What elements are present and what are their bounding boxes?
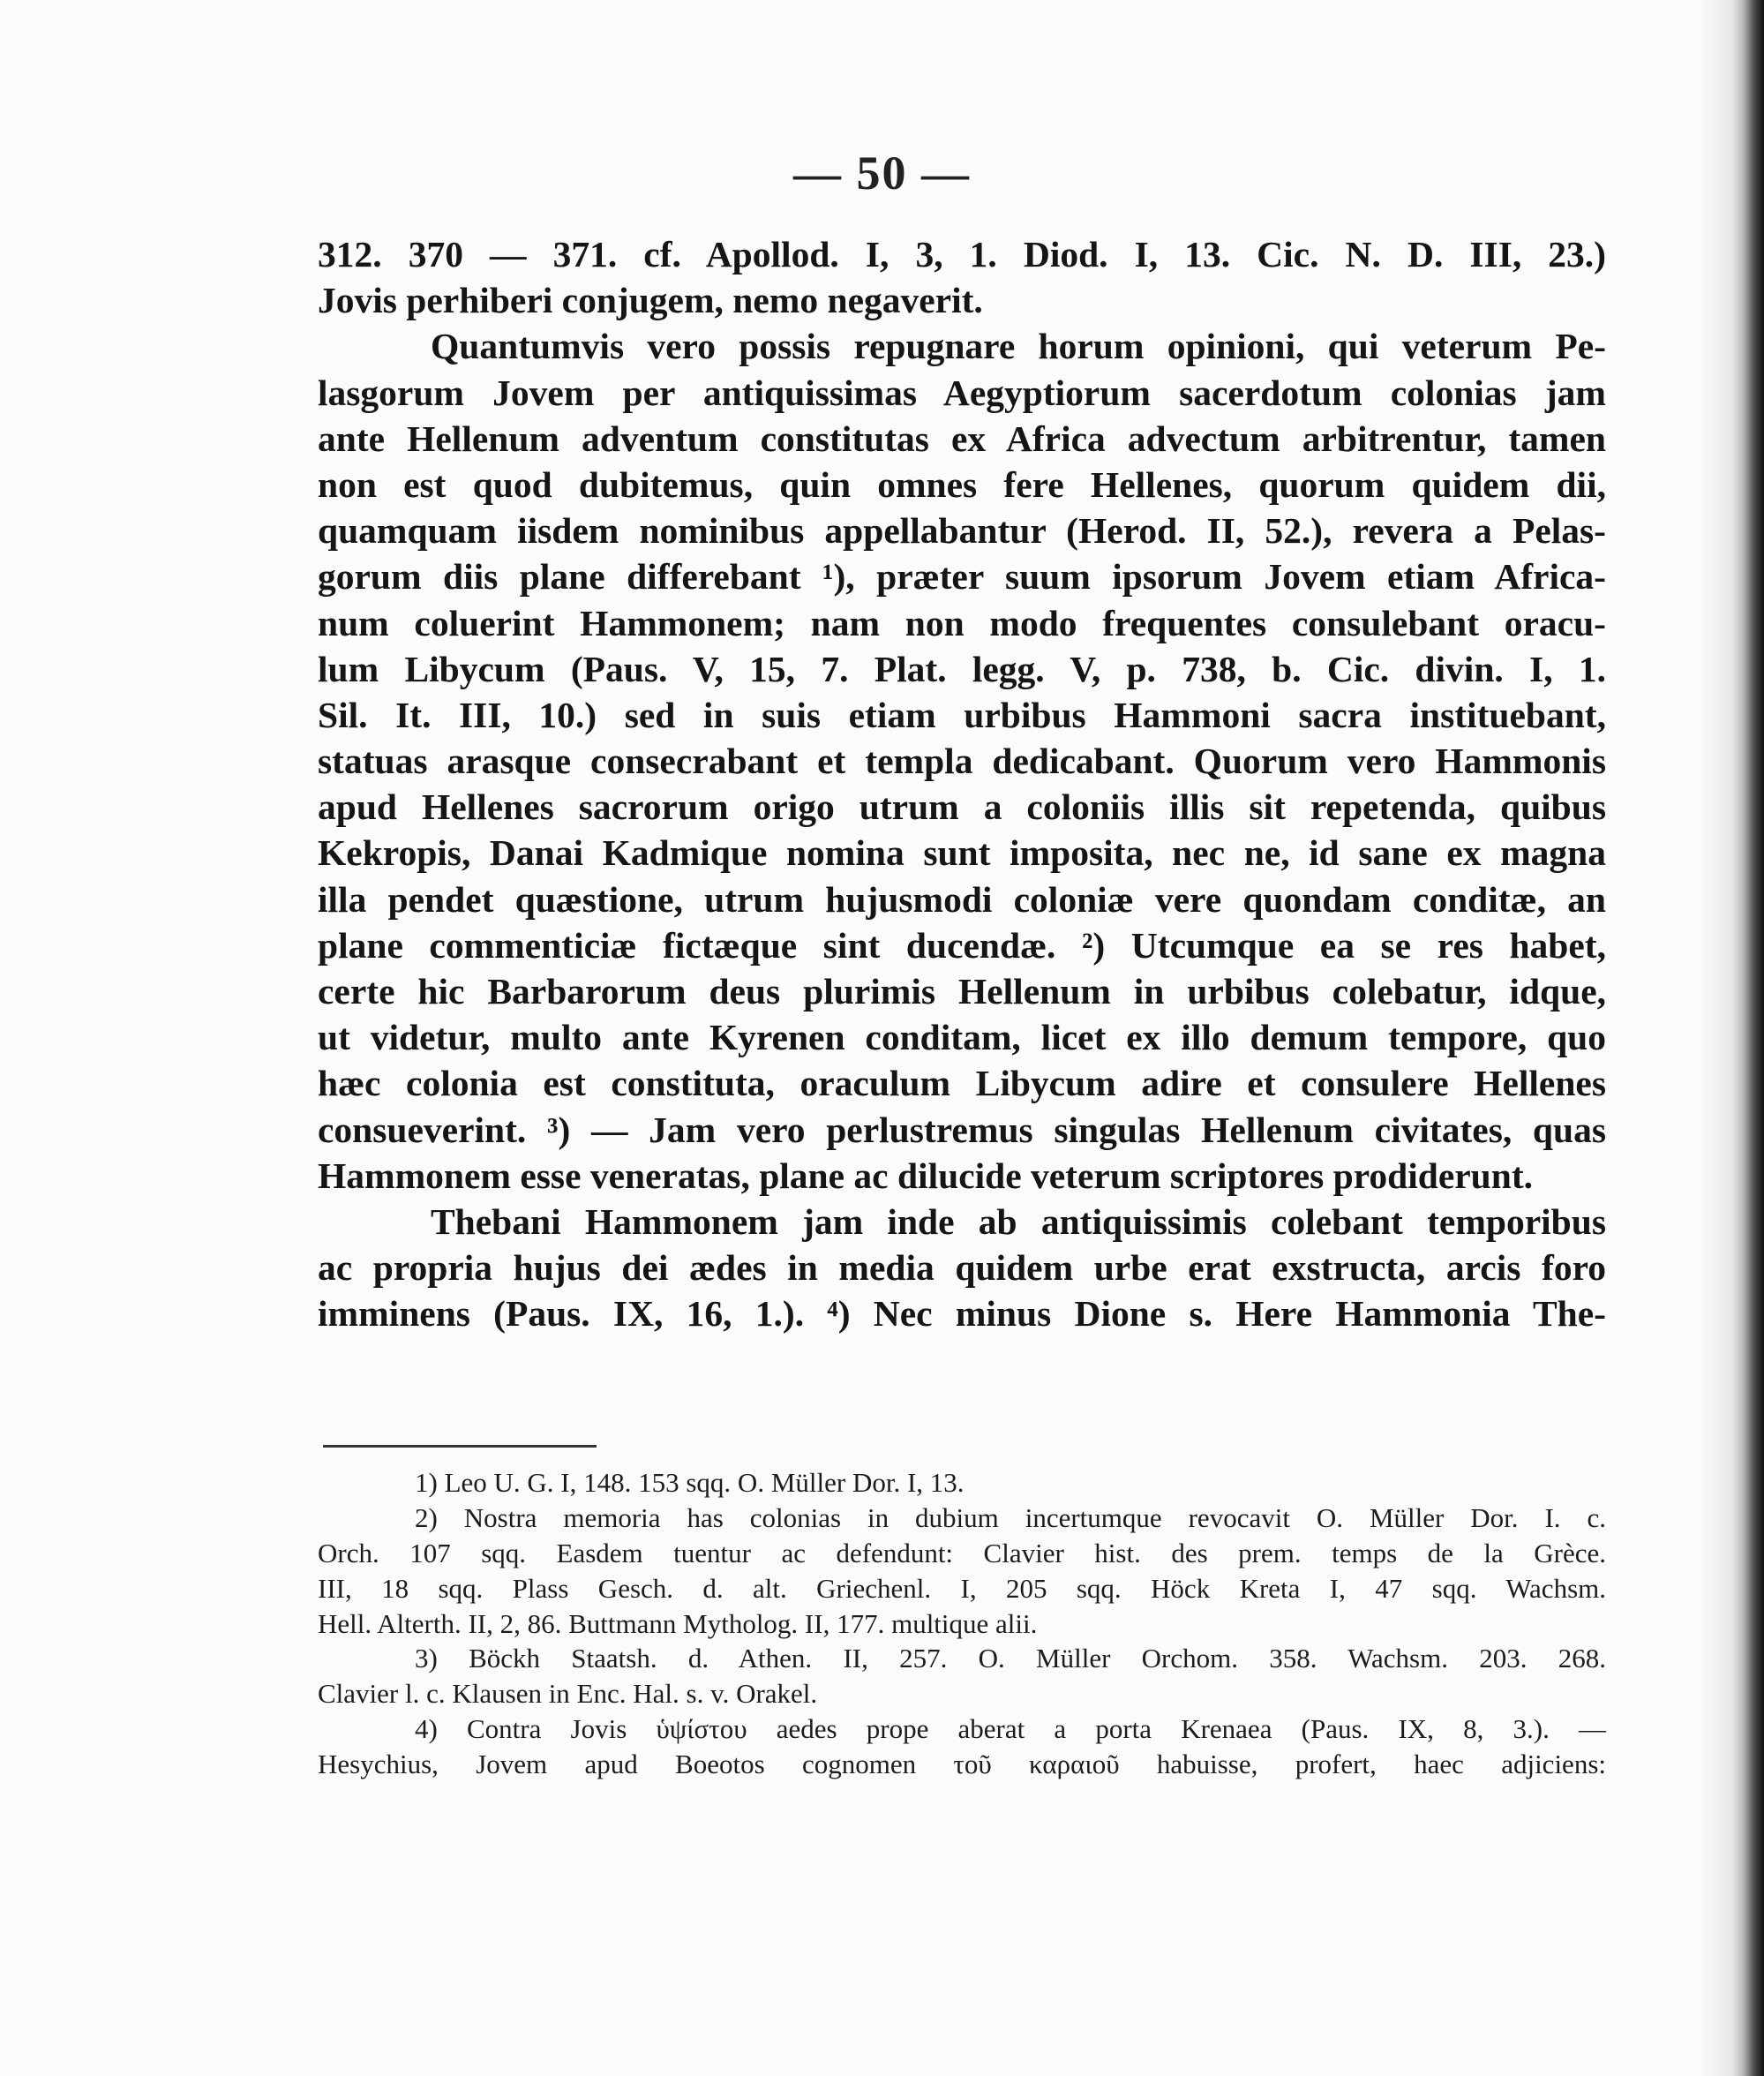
- text-line: ante Hellenum adventum constitutas ex Africa advectum arbitrentur, tamen: [318, 417, 1606, 459]
- text-line: Quantumvis vero possis repugnare horum opinioni, qui veterum Pe-: [431, 326, 1606, 367]
- text-line: ac propria hujus dei ædes in media quidem urbe erat exstructa, arcis foro: [318, 1247, 1606, 1289]
- footnote-rule: [323, 1445, 597, 1448]
- text-line: certe hic Barbarorum deus plurimis Hellenum in urbibus colebatur, idque,: [318, 971, 1606, 1012]
- text-line: Hammonem esse veneratas, plane ac dilucide veterum scriptores prodiderunt.: [318, 1155, 1534, 1196]
- text-line: apud Hellenes sacrorum origo utrum a coloniis illis sit repetenda, quibus: [318, 786, 1606, 828]
- footnote-line: 2) Nostra memoria has colonias in dubium incertumque revocavit O. Müller Dor. I. c.: [415, 1501, 1606, 1533]
- text-line: ut videtur, multo ante Kyrenen conditam, licet ex illo demum tempore, quo: [318, 1017, 1606, 1058]
- footnote-line: III, 18 sqq. Plass Gesch. d. alt. Griechenl. I, 205 sqq. Höck Kreta I, 47 sqq. Wachsm.: [318, 1572, 1606, 1604]
- text-line: Thebani Hammonem jam inde ab antiquissimis colebant temporibus: [431, 1200, 1606, 1242]
- text-line: plane commenticiæ fictæque sint ducendæ. ²) Utcumque ea se res habet,: [318, 924, 1606, 966]
- footnote-line: 4) Contra Jovis ὑψίστου aedes prope aberat a porta Krenaea (Paus. IX, 8, 3.). —: [415, 1713, 1606, 1745]
- text-line: Sil. It. III, 10.) sed in suis etiam urbibus Hammoni sacra instituebant,: [318, 694, 1606, 735]
- page-gutter-shadow: [1697, 0, 1732, 2076]
- text-line: hæc colonia est constituta, oraculum Libycum adire et consulere Hellenes: [318, 1063, 1606, 1104]
- text-line: illa pendet quæstione, utrum hujusmodi coloniæ vere quondam conditæ, an: [318, 878, 1606, 920]
- text-line: quamquam iisdem nominibus appellabantur (Herod. II, 52.), revera a Pelas-: [318, 510, 1606, 552]
- text-line: statuas arasque consecrabant et templa dedicabant. Quorum vero Hammonis: [318, 741, 1606, 782]
- footnote-line: Clavier l. c. Klausen in Enc. Hal. s. v. Orakel.: [318, 1678, 818, 1710]
- footnote-line: Hesychius, Jovem apud Boeotos cognomen τοῦ καραιοῦ habuisse, profert, haec adjiciens:: [318, 1749, 1606, 1780]
- text-line: Jovis perhiberi conjugem, nemo negaverit.: [318, 280, 983, 321]
- text-line: lum Libycum (Paus. V, 15, 7. Plat. legg. V, p. 738, b. Cic. divin. I, 1.: [318, 648, 1606, 689]
- footnote-line: 1) Leo U. G. I, 148. 153 sqq. O. Müller Dor. I, 13.: [415, 1467, 965, 1498]
- text-line: 312. 370 — 371. cf. Apollod. I, 3, 1. Diod. I, 13. Cic. N. D. III, 23.): [318, 234, 1606, 275]
- footnote-line: 3) Böckh Staatsh. d. Athen. II, 257. O. Müller Orchom. 358. Wachsm. 203. 268.: [415, 1643, 1606, 1674]
- text-line: Kekropis, Danai Kadmique nomina sunt imposita, nec ne, id sane ex magna: [318, 832, 1606, 874]
- page-number: — 50 —: [793, 147, 971, 199]
- text-line: gorum diis plane differebant ¹), præter suum ipsorum Jovem etiam Africa-: [318, 556, 1606, 598]
- text-line: consueverint. ³) — Jam vero perlustremus singulas Hellenum civitates, quas: [318, 1109, 1606, 1150]
- page-edge: [1732, 0, 1764, 2076]
- main-text: [318, 231, 1606, 1337]
- text-line: num coluerint Hammonem; nam non modo frequentes consulebant oracu-: [318, 602, 1606, 643]
- footnote-line: Orch. 107 sqq. Easdem tuentur ac defendunt: Clavier hist. des prem. temps de la Grèce.: [318, 1537, 1606, 1568]
- text-line: imminens (Paus. IX, 16, 1.). ⁴) Nec minus Dione s. Here Hammonia The-: [318, 1293, 1606, 1335]
- footnote-line: Hell. Alterth. II, 2, 86. Buttmann Mytholog. II, 177. multique alii.: [318, 1607, 1038, 1639]
- text-line: non est quod dubitemus, quin omnes fere Hellenes, quorum quidem dii,: [318, 463, 1606, 505]
- text-line: lasgorum Jovem per antiquissimas Aegyptiorum sacerdotum colonias jam: [318, 372, 1606, 413]
- footnotes: [318, 1465, 1606, 1782]
